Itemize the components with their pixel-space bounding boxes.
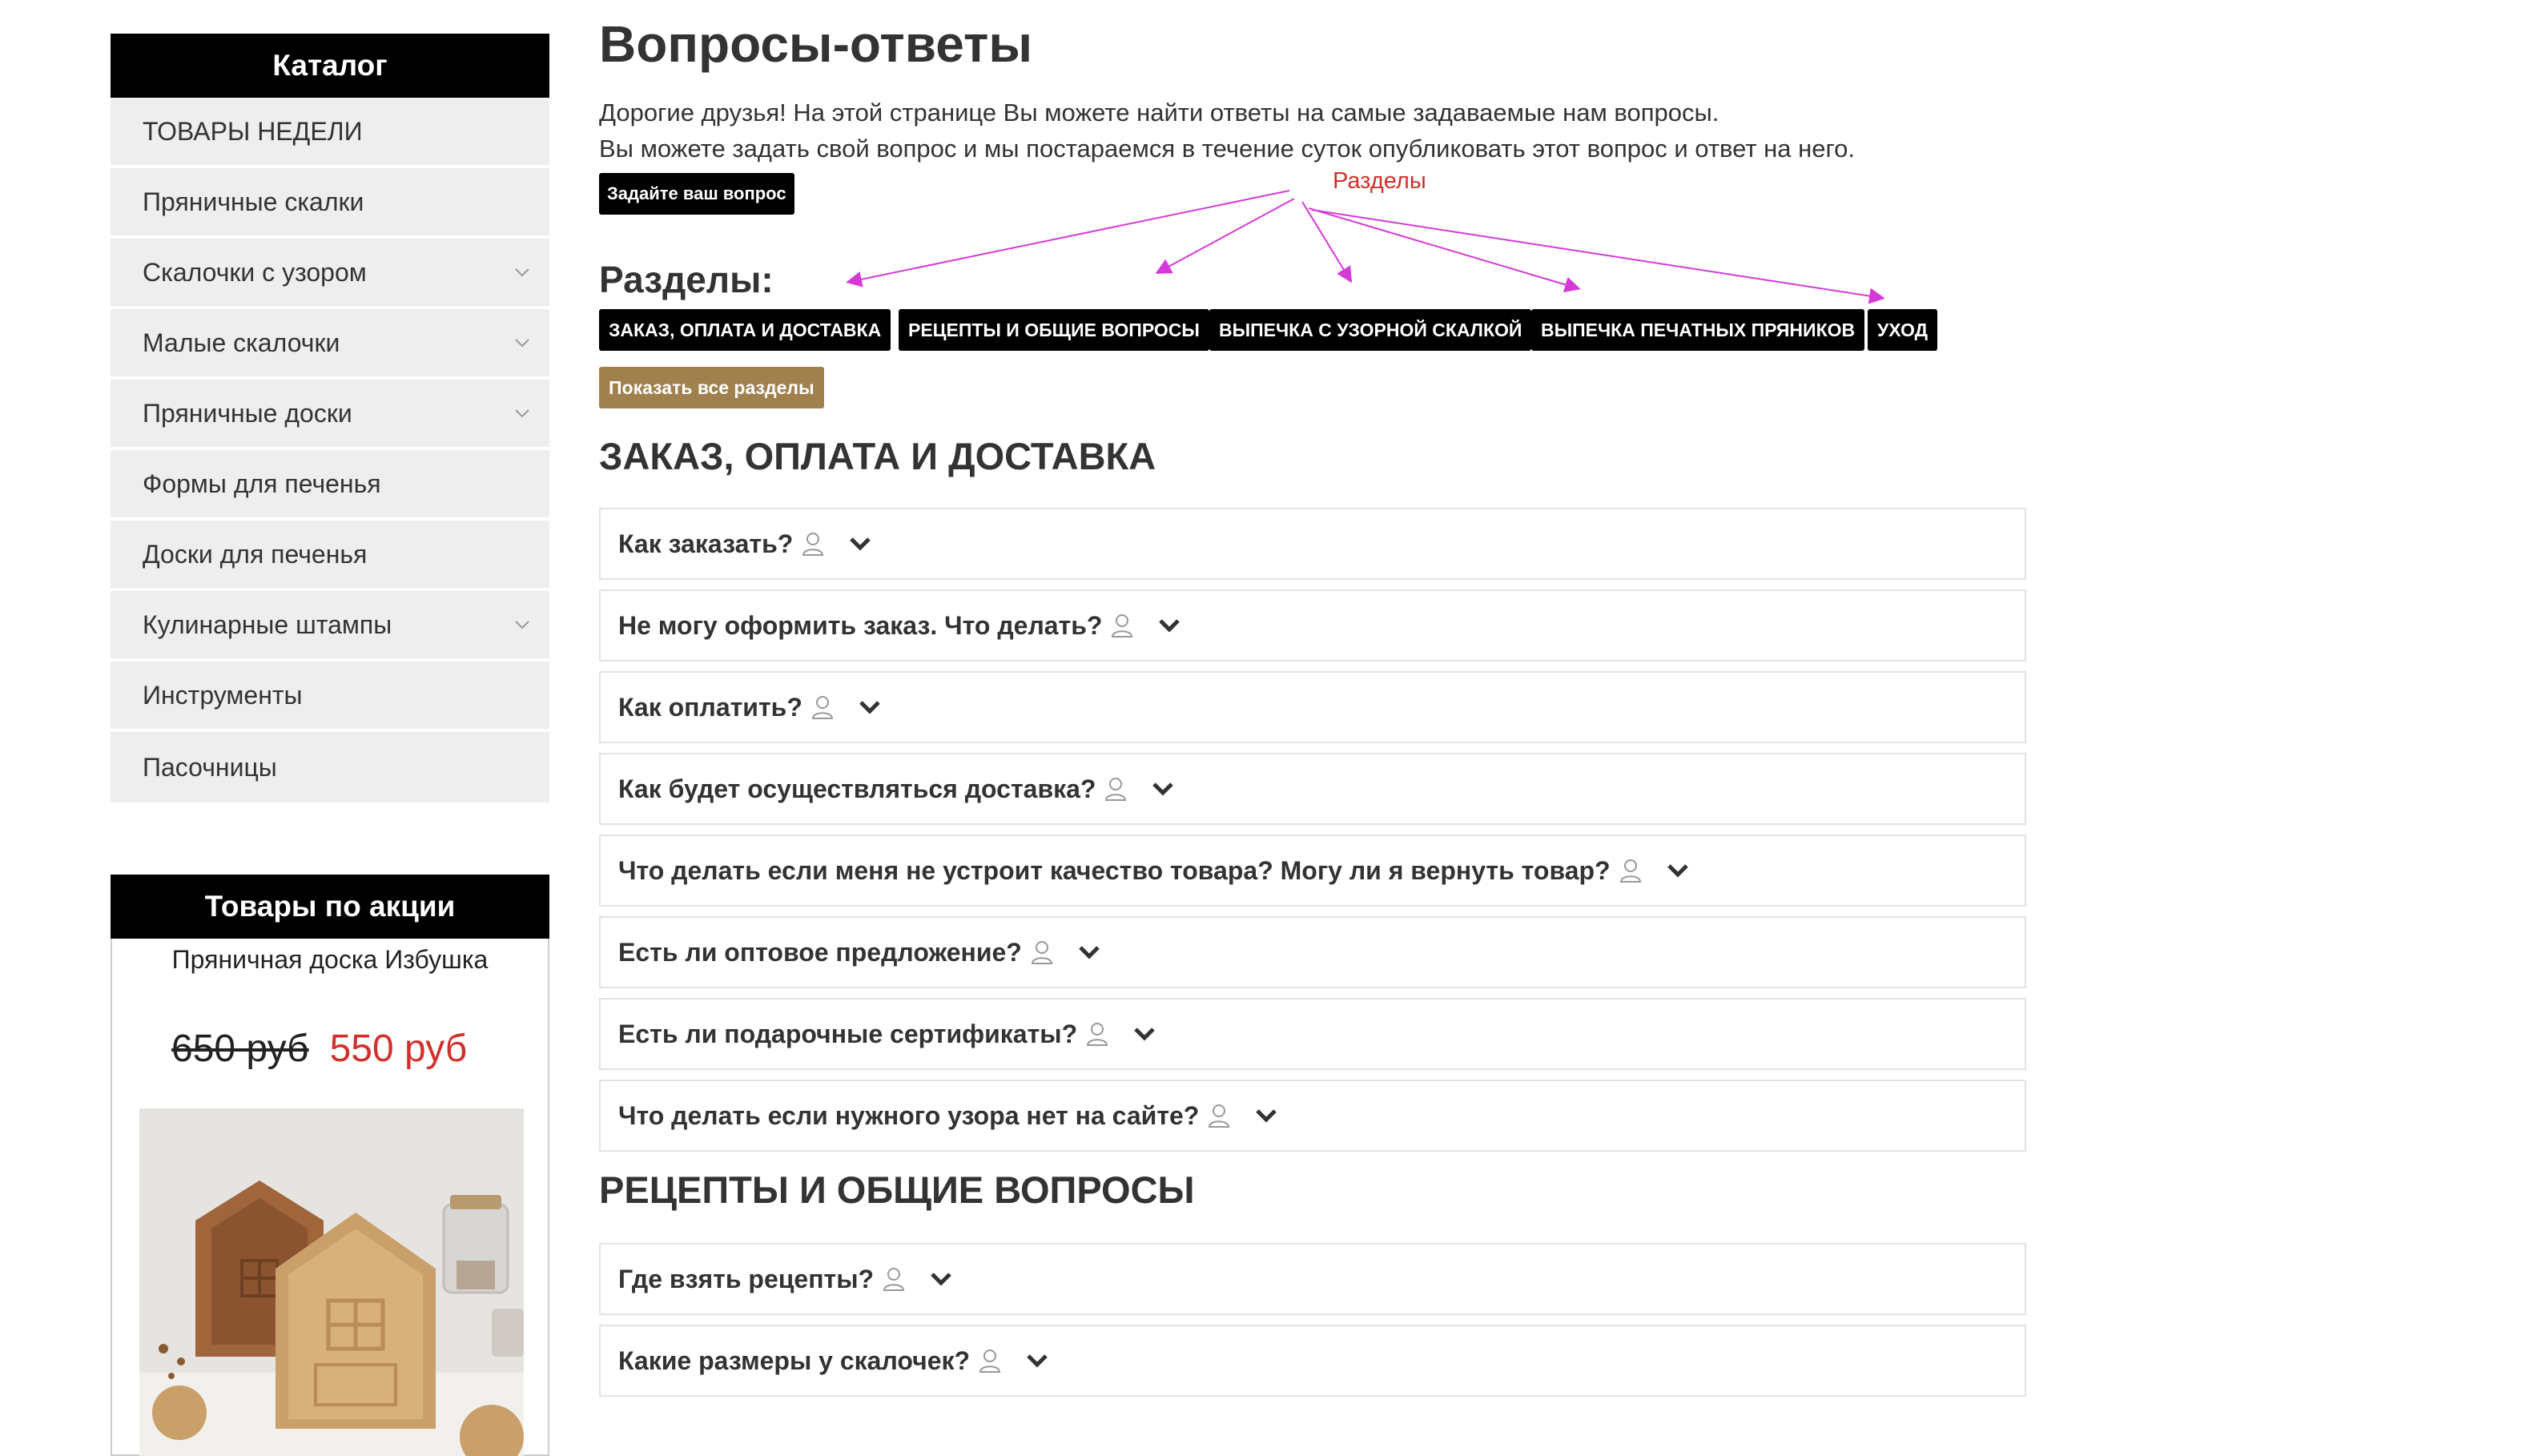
- catalog-item-malye-skalochki[interactable]: [111, 309, 549, 380]
- faq-item[interactable]: [599, 1325, 2026, 1397]
- chevron-down-icon[interactable]: [859, 700, 881, 714]
- show-all-sections-button[interactable]: Показать все разделы: [599, 367, 824, 408]
- catalog-item-label: Пряничные скалки: [143, 187, 364, 216]
- user-icon: [1619, 858, 1643, 883]
- group-heading-order-payment-delivery: ЗАКАЗ, ОПЛАТА И ДОСТАВКА: [599, 435, 1156, 477]
- catalog-item-instrumenty[interactable]: [111, 662, 549, 732]
- chevron-down-icon[interactable]: [1078, 945, 1100, 959]
- catalog-item-formy-dlya-pechenya[interactable]: [111, 450, 549, 521]
- annotation-label: Разделы: [1333, 168, 1426, 194]
- faq-question: Как оплатить?: [618, 692, 802, 722]
- chevron-down-icon[interactable]: [930, 1272, 952, 1286]
- annotation-arrows: [599, 0, 2025, 320]
- sale-product-name[interactable]: Пряничная доска Избушка: [171, 945, 489, 974]
- chevron-down-icon[interactable]: [1255, 1108, 1277, 1123]
- faq-item[interactable]: [599, 1080, 2026, 1152]
- sale-prices: [171, 1027, 467, 1071]
- catalog-item-tovary-nedeli[interactable]: [111, 98, 549, 168]
- catalog-list: [111, 98, 549, 802]
- faq-question: Как будет осуществляться доставка?: [618, 774, 1096, 803]
- faq-question: Есть ли оптовое предложение?: [618, 937, 1022, 967]
- catalog-item-label: Формы для печенья: [143, 469, 381, 498]
- sale-panel: [111, 875, 549, 1456]
- annotation-arrow: [1312, 210, 1882, 298]
- catalog-item-kulinarnye-shtampy[interactable]: [111, 591, 549, 662]
- catalog-item-label: Кулинарные штампы: [143, 609, 392, 639]
- faq-item[interactable]: [599, 753, 2026, 825]
- faq-item[interactable]: [599, 589, 2026, 662]
- faq-question: Где взять рецепты?: [618, 1264, 875, 1293]
- product-image[interactable]: [139, 1108, 524, 1456]
- catalog-item-label: ТОВАРЫ НЕДЕЛИ: [143, 116, 363, 146]
- catalog-item-skalochki-s-uzorom[interactable]: [111, 239, 549, 309]
- chevron-down-icon[interactable]: [1026, 1353, 1048, 1368]
- faq-question: Что делать если меня не устроит качество товара? Могу ли я вернуть товар?: [618, 855, 1611, 885]
- user-icon: [1030, 939, 1054, 965]
- faq-question: Какие размеры у скалочек?: [618, 1345, 971, 1375]
- catalog-item-label: Скалочки с узором: [143, 257, 367, 287]
- catalog-item-label: Инструменты: [143, 680, 303, 710]
- gingerbread-board-illustration: [139, 1108, 524, 1456]
- annotation-arrow: [1309, 208, 1578, 288]
- sale-product-card[interactable]: [111, 939, 549, 1456]
- section-button-printed-gingerbread[interactable]: ВЫПЕЧКА ПЕЧАТНЫХ ПРЯНИКОВ: [1531, 309, 1864, 351]
- user-icon: [1207, 1103, 1231, 1128]
- annotation-arrow: [1158, 199, 1294, 272]
- page-title: Вопросы-ответы: [599, 15, 1032, 73]
- user-icon: [810, 694, 835, 720]
- user-icon: [978, 1348, 1002, 1374]
- chevron-down-icon[interactable]: [514, 338, 530, 348]
- faq-item[interactable]: [599, 835, 2026, 907]
- chevron-down-icon[interactable]: [514, 408, 530, 418]
- catalog-item-label: Доски для печенья: [143, 539, 368, 569]
- sale-title: Товары по акции: [111, 875, 549, 939]
- faq-question: Есть ли подарочные сертификаты?: [618, 1019, 1078, 1048]
- section-button-patterned-rolling-pin[interactable]: ВЫПЕЧКА С УЗОРНОЙ СКАЛКОЙ: [1209, 309, 1531, 351]
- faq-question: Как заказать?: [618, 529, 794, 558]
- faq-item[interactable]: [599, 916, 2026, 988]
- user-icon: [882, 1266, 906, 1292]
- catalog-item-label: Пасочницы: [143, 752, 277, 782]
- sections-heading: Разделы:: [599, 259, 774, 300]
- old-price: 650 руб: [171, 1028, 309, 1070]
- user-icon: [1085, 1021, 1109, 1047]
- intro-line-1: Дорогие друзья! На этой странице Вы можете найти ответы на самые задаваемые нам вопросы.: [599, 99, 1719, 127]
- faq-item[interactable]: [599, 508, 2026, 580]
- catalog-item-label: Малые скалочки: [143, 328, 340, 357]
- ask-question-button[interactable]: Задайте ваш вопрос: [599, 173, 794, 215]
- chevron-down-icon[interactable]: [1158, 618, 1181, 633]
- chevron-down-icon[interactable]: [1152, 782, 1174, 796]
- section-button-recipes-general[interactable]: РЕЦЕПТЫ И ОБЩИЕ ВОПРОСЫ: [899, 309, 1209, 351]
- catalog-panel: [111, 34, 549, 802]
- section-button-care[interactable]: УХОД: [1868, 309, 1937, 351]
- section-button-order-payment-delivery[interactable]: ЗАКАЗ, ОПЛАТА И ДОСТАВКА: [599, 309, 891, 351]
- catalog-item-label: Пряничные доски: [143, 398, 352, 428]
- user-icon: [1110, 613, 1134, 638]
- chevron-down-icon[interactable]: [1133, 1027, 1156, 1041]
- catalog-item-doski-dlya-pechenya[interactable]: [111, 521, 549, 591]
- new-price: 550 руб: [329, 1028, 468, 1070]
- chevron-down-icon[interactable]: [849, 537, 871, 551]
- faq-item[interactable]: [599, 671, 2026, 743]
- catalog-item-pasochnitsy[interactable]: [111, 732, 549, 802]
- catalog-title: Каталог: [111, 34, 549, 98]
- group-heading-recipes-general: РЕЦЕПТЫ И ОБЩИЕ ВОПРОСЫ: [599, 1168, 1195, 1211]
- faq-item[interactable]: [599, 998, 2026, 1070]
- faq-question: Не могу оформить заказ. Что делать?: [618, 610, 1103, 640]
- catalog-item-pryanichnye-skalki[interactable]: [111, 168, 549, 239]
- chevron-down-icon[interactable]: [514, 620, 530, 629]
- faq-item[interactable]: [599, 1243, 2026, 1315]
- catalog-item-pryanichnye-doski[interactable]: [111, 380, 549, 450]
- chevron-down-icon[interactable]: [1667, 863, 1689, 878]
- user-icon: [1104, 776, 1128, 802]
- intro-line-2: Вы можете задать свой вопрос и мы постараемся в течение суток опубликовать этот вопрос и ответ на него.: [599, 135, 1855, 163]
- user-icon: [801, 531, 825, 557]
- chevron-down-icon[interactable]: [514, 267, 530, 277]
- faq-question: Что делать если нужного узора нет на сайте?: [618, 1100, 1200, 1130]
